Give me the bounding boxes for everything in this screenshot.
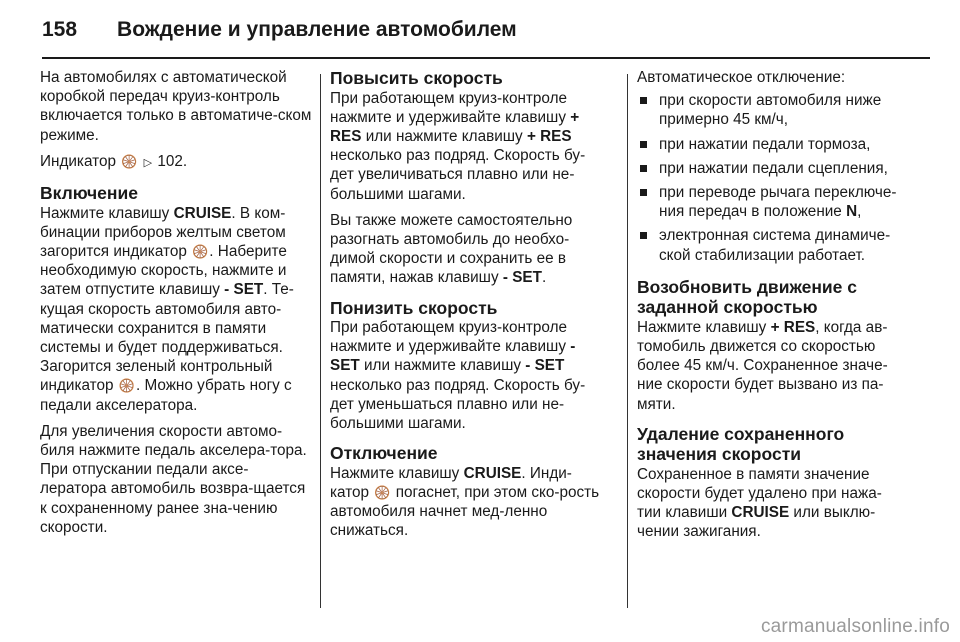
list-item: при скорости автомобиля ниже примерно 45 км/ч, bbox=[637, 91, 905, 129]
page-number: 158 bbox=[42, 18, 78, 41]
cruise-control-indicator-icon: 🛞 bbox=[192, 243, 209, 259]
section-body-delete: Сохраненное в памяти значение скорости будет удалено при нажа-тии клавиши CRUISE или выклю-чении зажигания. bbox=[637, 465, 882, 541]
column-middle bbox=[330, 68, 606, 548]
auto-off-intro: Автоматическое отключение: bbox=[637, 69, 846, 86]
cruise-control-indicator-icon: 🛞 bbox=[118, 378, 135, 394]
section-heading-delete: Удаление сохраненного значения скорости bbox=[637, 423, 845, 465]
cruise-control-indicator-icon: 🛞 bbox=[121, 153, 138, 169]
column-right bbox=[637, 68, 905, 549]
header-divider bbox=[42, 57, 930, 59]
section-body-decrease: При работающем круиз-контроле нажмите и удерживайте клавишу - SET или нажмите клавишу - SET несколько раз подряд. Скорость бу-дет уменьшаться плавно или не-большими шагами. bbox=[330, 319, 586, 433]
list-item: при нажатии педали тормоза, bbox=[637, 135, 905, 154]
section-heading-increase: Повысить скорость bbox=[330, 68, 503, 88]
page-reference-arrow-icon: ▷ bbox=[143, 156, 153, 169]
cruise-control-indicator-icon: 🛞 bbox=[374, 484, 391, 500]
page-link[interactable]: 102. bbox=[157, 152, 188, 170]
manual-accel-paragraph: Вы также можете самостоятельно разогнать автомобиль до необхо-димой скорости и сохранить ее в памяти, нажав клавишу - SET. bbox=[330, 211, 573, 287]
intro-paragraph: На автомобилях с автоматической коробкой передач круиз-контроль включается только в автоматиче-ском режиме. bbox=[40, 69, 312, 144]
key-set: - SET bbox=[525, 357, 565, 375]
key-set: - SET bbox=[502, 269, 542, 287]
section-heading-on: Включение bbox=[40, 183, 138, 204]
key-set: - SET bbox=[224, 281, 264, 299]
key-cruise: CRUISE bbox=[463, 464, 522, 482]
accelerator-paragraph: Для увеличения скорости автомо-биля нажмите педаль акселера-тора. При отпускании педали аксе-лератора автомобиль возвра-щается к сохраненному ранее зна-чению скорости. bbox=[40, 422, 307, 536]
indicator-reference: Индикатор 🛞 ▷ 102. bbox=[40, 152, 312, 173]
section-heading-off: Отключение bbox=[330, 443, 438, 464]
page-title: Вождение и управление автомобилем bbox=[117, 18, 517, 41]
key-cruise: CRUISE bbox=[173, 204, 232, 222]
auto-off-list bbox=[637, 91, 905, 265]
page-header bbox=[42, 10, 517, 50]
list-item: при нажатии педали сцепления, bbox=[637, 159, 905, 178]
key-res: + RES bbox=[526, 127, 572, 145]
list-item: электронная система динамиче-ской стабилизации работает. bbox=[637, 226, 905, 264]
gear-position-n: N bbox=[846, 203, 858, 221]
column-divider bbox=[320, 74, 321, 608]
column-divider bbox=[627, 74, 628, 608]
column-left bbox=[40, 68, 312, 544]
section-body-increase: При работающем круиз-контроле нажмите и удерживайте клавишу + RES или нажмите клавишу + RES несколько раз подряд. Скорость бу-дет увеличиваться плавно или не-большими шагами. bbox=[330, 89, 586, 203]
watermark: carmanualsonline.info bbox=[760, 616, 950, 637]
key-res: + RES bbox=[330, 108, 580, 145]
list-item: при переводе рычага переключе-ния передач в положение N, bbox=[637, 183, 905, 221]
section-heading-decrease: Понизить скорость bbox=[330, 297, 498, 318]
section-heading-resume: Возобновить движение с заданной скоростью bbox=[637, 276, 858, 318]
section-body-resume: Нажмите клавишу + RES, когда ав-томобиль движется со скоростью более 45 км/ч. Сохраненное значе-ние скорости будет вызвано из па-мяти. bbox=[637, 318, 888, 413]
key-set: - SET bbox=[330, 338, 576, 375]
section-body-on: Нажмите клавишу CRUISE. В ком-бинации приборов желтым светом загорится индикатор 🛞. Наберите необходимую скорость, нажмите и затем отпустите клавишу - SET. Те-кущая скорость автомобиля авто-матически сохранится в памяти системы и будет поддерживаться. Загорится зеленый контрольный индикатор 🛞. Можно убрать ногу с педали акселератора. bbox=[40, 204, 294, 414]
section-body-off: Нажмите клавишу CRUISE. Инди-катор 🛞 погаснет, при этом ско-рость автомобиля начнет мед-ленно снижаться. bbox=[330, 464, 600, 540]
key-cruise: CRUISE bbox=[731, 504, 790, 522]
key-res: + RES bbox=[770, 318, 816, 336]
